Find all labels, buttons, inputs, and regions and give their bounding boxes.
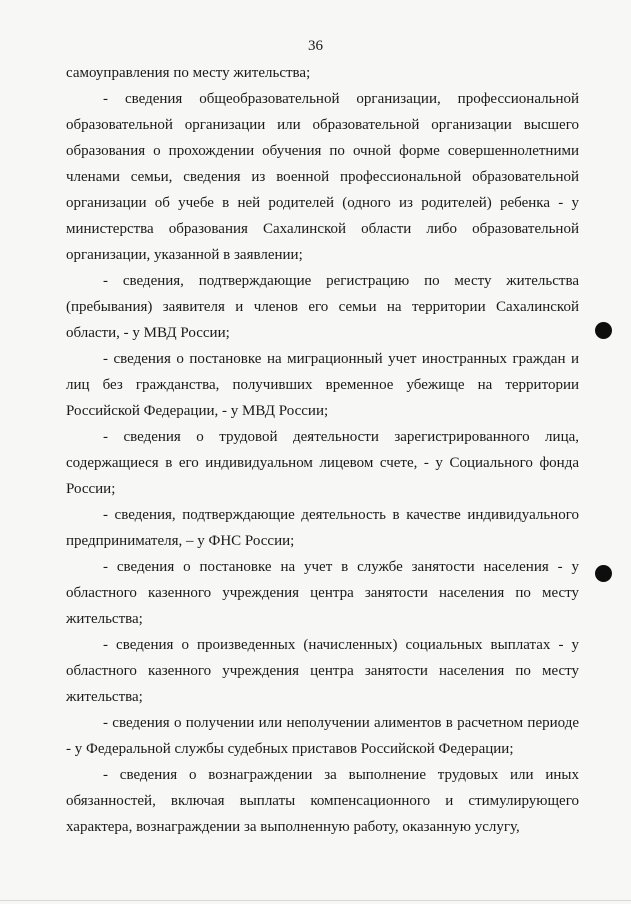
punch-hole-mark	[595, 322, 612, 339]
paragraph: - сведения о произведенных (начисленных) социальных выплатах - у областного казенного учреждения центра занятости населения по месту жительства;	[66, 637, 579, 705]
page-number: 36	[308, 38, 323, 54]
punch-hole-mark	[595, 565, 612, 582]
paragraph: - сведения о трудовой деятельности зарегистрированного лица, содержащиеся в его индивидуальном лицевом счете, - у Социального фонда России;	[66, 429, 579, 497]
paragraph: - сведения о вознаграждении за выполнение трудовых или иных обязанностей, включая выплаты компенсационного и стимулирующего характера, вознаграждении за выполненную работу, оказанную услугу,	[66, 767, 579, 835]
scan-edge-line	[0, 900, 631, 901]
paragraph: - сведения о постановке на миграционный учет иностранных граждан и лиц без гражданства, получивших временное убежище на территории Российской Федерации, - у МВД России;	[66, 351, 579, 419]
paragraph: - сведения общеобразовательной организации, профессиональной образовательной организации или образовательной организации высшего образования о прохождении обучения по очной форме совершеннолетними членами семьи, сведения из военной профессиональной образовательной организации об учебе в ней родителей (одного из родителей) ребенка - у министерства образования Сахалинской области либо образовательной организации, указанной в заявлении;	[66, 91, 579, 263]
paragraph: - сведения, подтверждающие регистрацию по месту жительства (пребывания) заявителя и членов его семьи на территории Сахалинской области, - у МВД России;	[66, 273, 579, 341]
body-text	[66, 60, 579, 840]
paragraph: - сведения о постановке на учет в службе занятости населения - у областного казенного учреждения центра занятости населения по месту жительства;	[66, 559, 579, 627]
paragraph: - сведения, подтверждающие деятельность в качестве индивидуального предпринимателя, – у ФНС России;	[66, 507, 579, 549]
paragraph: самоуправления по месту жительства;	[66, 65, 311, 81]
paragraph: - сведения о получении или неполучении алиментов в расчетном периоде - у Федеральной службы судебных приставов Российской Федерации;	[66, 715, 579, 757]
